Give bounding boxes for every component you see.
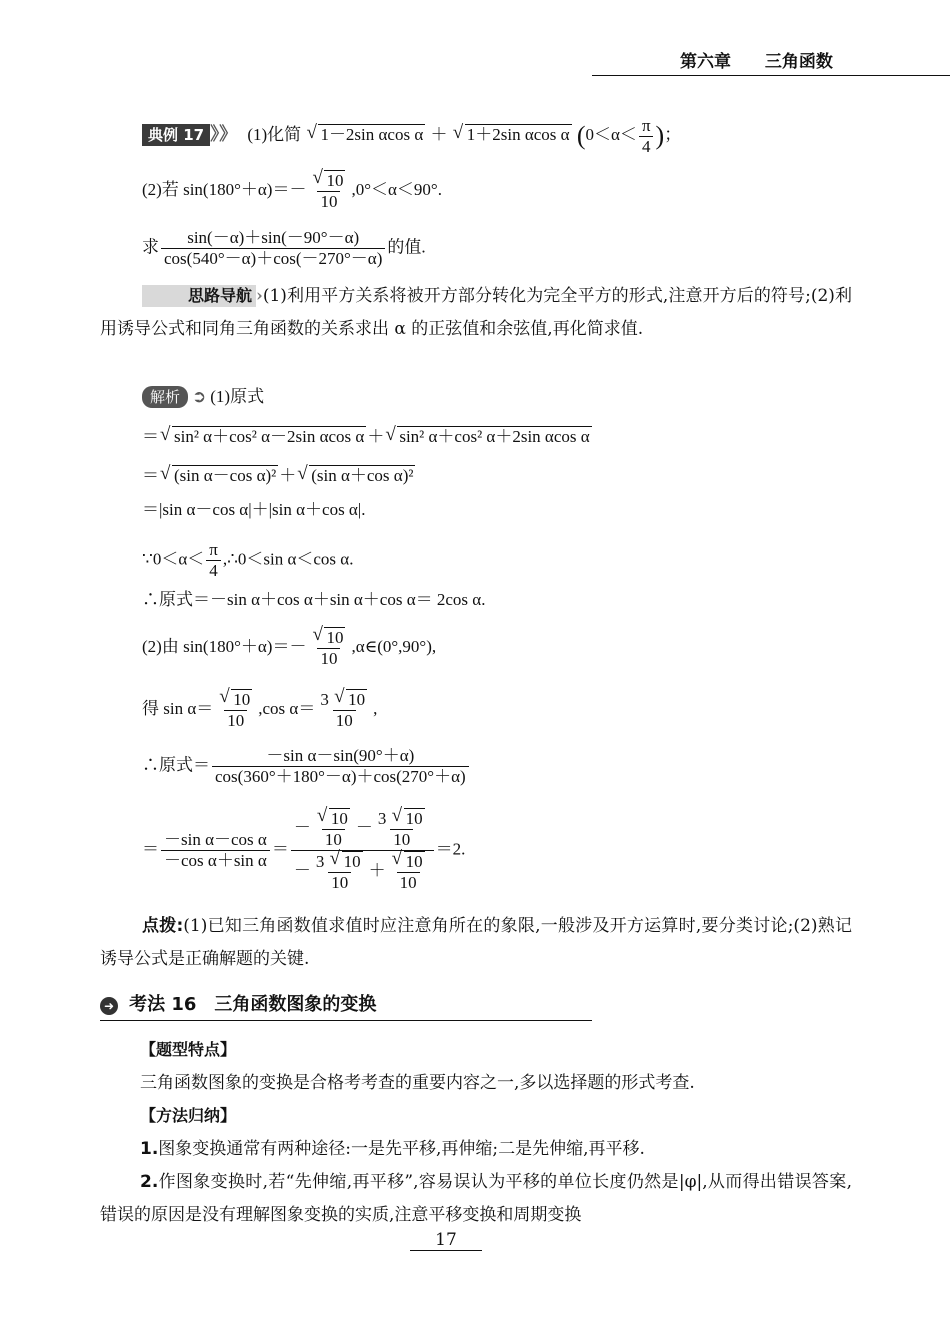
method-heading: 【方法归纳】 <box>140 1106 237 1125</box>
cos-value: $\frac{3 √ 10}{10}$ <box>317 689 371 731</box>
equals: ＝ <box>142 427 159 446</box>
hint-arrow-icon: › <box>256 286 263 306</box>
item1-number: 1. <box>140 1139 159 1159</box>
sqrt-expr-a: √ 1－2sin αcos α <box>306 115 425 155</box>
section-heading <box>100 990 592 1021</box>
feature-heading: 【题型特点】 <box>140 1040 237 1059</box>
complex-fraction: － √ $\frac{10}{10}$ － $\frac{3 √ 10}{10}$ － $\frac{3 √ 10}{10}$ ＋ √ $\frac{10}{10}$ <box>291 808 434 893</box>
solution-s1: (1)原式 <box>210 387 265 406</box>
hint-text: (1)利用平方关系将被开方部分转化为完全平方的形式,注意开方后的符号;(2)利用诱导公式和同角三角函数的关系求出 α 的正弦值和余弦值,再化简求值. <box>100 286 852 339</box>
l5-a: ∵0＜α＜ <box>142 549 205 569</box>
l10-fraction: $\frac{\text{－sin α－cos α}}{\text{－cos α＋sin α}}$ <box>161 830 270 871</box>
ask-fraction: $\frac{\sin(-\alpha)+\sin(-90^\circ-\alpha)}{\cos(540^\circ-\alpha)+\cos(-270^\circ-\alpha)}$ <box>161 228 385 269</box>
solution-line-10 <box>142 808 465 893</box>
sqrt-l2-b: √ sin² α＋cos² α＋2sin αcos α <box>385 426 591 448</box>
result: ＝2. <box>435 839 466 859</box>
example-line-1 <box>142 114 681 157</box>
solution-line-9 <box>142 746 471 787</box>
l7-b: ,α∈(0°,90°), <box>351 636 437 656</box>
chapter-title: 三角函数 <box>764 52 833 72</box>
arrow-right-icon: ➲ <box>192 387 207 406</box>
pi-over-four: $\frac{\pi}{4}$ <box>206 540 221 581</box>
sqrt-l3-b: √ (sin α＋cos α)² <box>297 465 415 487</box>
sqrt-expr-b: √ 1＋2sin αcos α <box>453 115 572 155</box>
method-item-1 <box>140 1138 645 1160</box>
part1-prefix: (1)化简 <box>247 125 302 144</box>
chevrons-icon: 》》 <box>210 124 238 144</box>
equals: ＝ <box>142 839 159 859</box>
l9-fraction: $\frac{\text{－sin α－sin(90°＋α)}}{\cos(360^\circ+180^\circ-\alpha)+\cos(270^\circ+\alpha)}$ <box>212 746 469 787</box>
example-line-2 <box>142 170 442 212</box>
l8-c: , <box>373 698 378 718</box>
example-label: 典例 17 <box>142 124 210 146</box>
sqrt-l2-a: √ sin² α＋cos² α－2sin αcos α <box>160 426 366 448</box>
solution-line-7 <box>142 627 436 669</box>
example-line-3 <box>142 228 426 269</box>
feature-text: 三角函数图象的变换是合格考考查的重要内容之一,多以选择题的形式考查. <box>140 1073 695 1093</box>
paren-right: ) <box>655 121 665 151</box>
item1-text: 图象变换通常有两种途径:一是先平移,再伸缩;二是先伸缩,再平移. <box>158 1139 645 1159</box>
solution-line-1 <box>142 386 264 408</box>
ask-prefix: 求 <box>142 237 159 257</box>
l8-a: 得 sin α＝ <box>142 698 214 718</box>
hint-paragraph <box>100 280 852 346</box>
part2-suffix: ,0°＜α＜90°. <box>351 179 442 199</box>
chapter-header <box>680 47 833 72</box>
part2-prefix: (2)若 sin(180°＋α)＝－ <box>142 179 307 199</box>
note-label: 点拨: <box>142 916 184 936</box>
arrow-circle-icon: ➜ <box>100 997 118 1015</box>
hint-label: 思路导航 <box>142 285 256 307</box>
note-text: (1)已知三角函数值求值时应注意角所在的象限,一般涉及开方运算时,要分类讨论;(2)熟记诱导公式是正确解题的关键. <box>100 916 852 969</box>
chapter-number: 第六章 <box>680 52 731 72</box>
l9-a: ∴原式＝ <box>142 755 210 775</box>
ask-suffix: 的值. <box>387 237 426 257</box>
solution-label: 解析 <box>142 386 188 408</box>
note-paragraph <box>100 910 852 976</box>
l8-b: ,cos α＝ <box>258 698 316 718</box>
l7-a: (2)由 sin(180°＋α)＝－ <box>142 636 307 656</box>
method-item-2 <box>100 1166 852 1232</box>
plus-sign: ＋ <box>367 427 385 446</box>
solution-line-6: ∴原式＝－sin α＋cos α＋sin α＋cos α＝ 2cos α. <box>142 590 486 609</box>
page-number: 17 <box>410 1230 482 1251</box>
header-rule <box>592 75 950 76</box>
equals: ＝ <box>271 839 289 859</box>
pi-over-four: $\frac{\pi}{4}$ <box>639 116 654 157</box>
part1-end: ； <box>664 125 682 144</box>
item2-text: 作图象变换时,若“先伸缩,再平移”,容易误认为平移的单位长度仍然是|φ|,从而得出错误答案,错误的原因是没有理解图象变换的实质,注意平移变换和周期变换 <box>100 1172 852 1225</box>
solution-line-2 <box>142 426 593 448</box>
paren-left: ( <box>576 121 586 151</box>
condition-text: 0＜α＜ <box>585 125 637 144</box>
item2-number: 2. <box>140 1172 159 1192</box>
solution-line-5 <box>142 540 353 581</box>
sqrt-l3-a: √ (sin α－cos α)² <box>160 465 278 487</box>
sqrt10-over-10: √ $\frac{10}{10}$ <box>308 170 349 212</box>
equals: ＝ <box>142 466 159 485</box>
section-title: 考法 16 三角函数图象的变换 <box>129 994 377 1015</box>
l5-b: ,∴0＜sin α＜cos α. <box>222 549 354 569</box>
solution-line-4: ＝|sin α－cos α|＋|sin α＋cos α|. <box>142 500 366 519</box>
solution-line-3 <box>142 465 416 487</box>
plus-sign: ＋ <box>430 125 448 144</box>
plus-sign: ＋ <box>279 466 297 485</box>
sin-value: √ $\frac{10}{10}$ <box>215 689 256 731</box>
sqrt10-over-10: √ $\frac{10}{10}$ <box>308 627 349 669</box>
solution-line-8 <box>142 689 377 731</box>
